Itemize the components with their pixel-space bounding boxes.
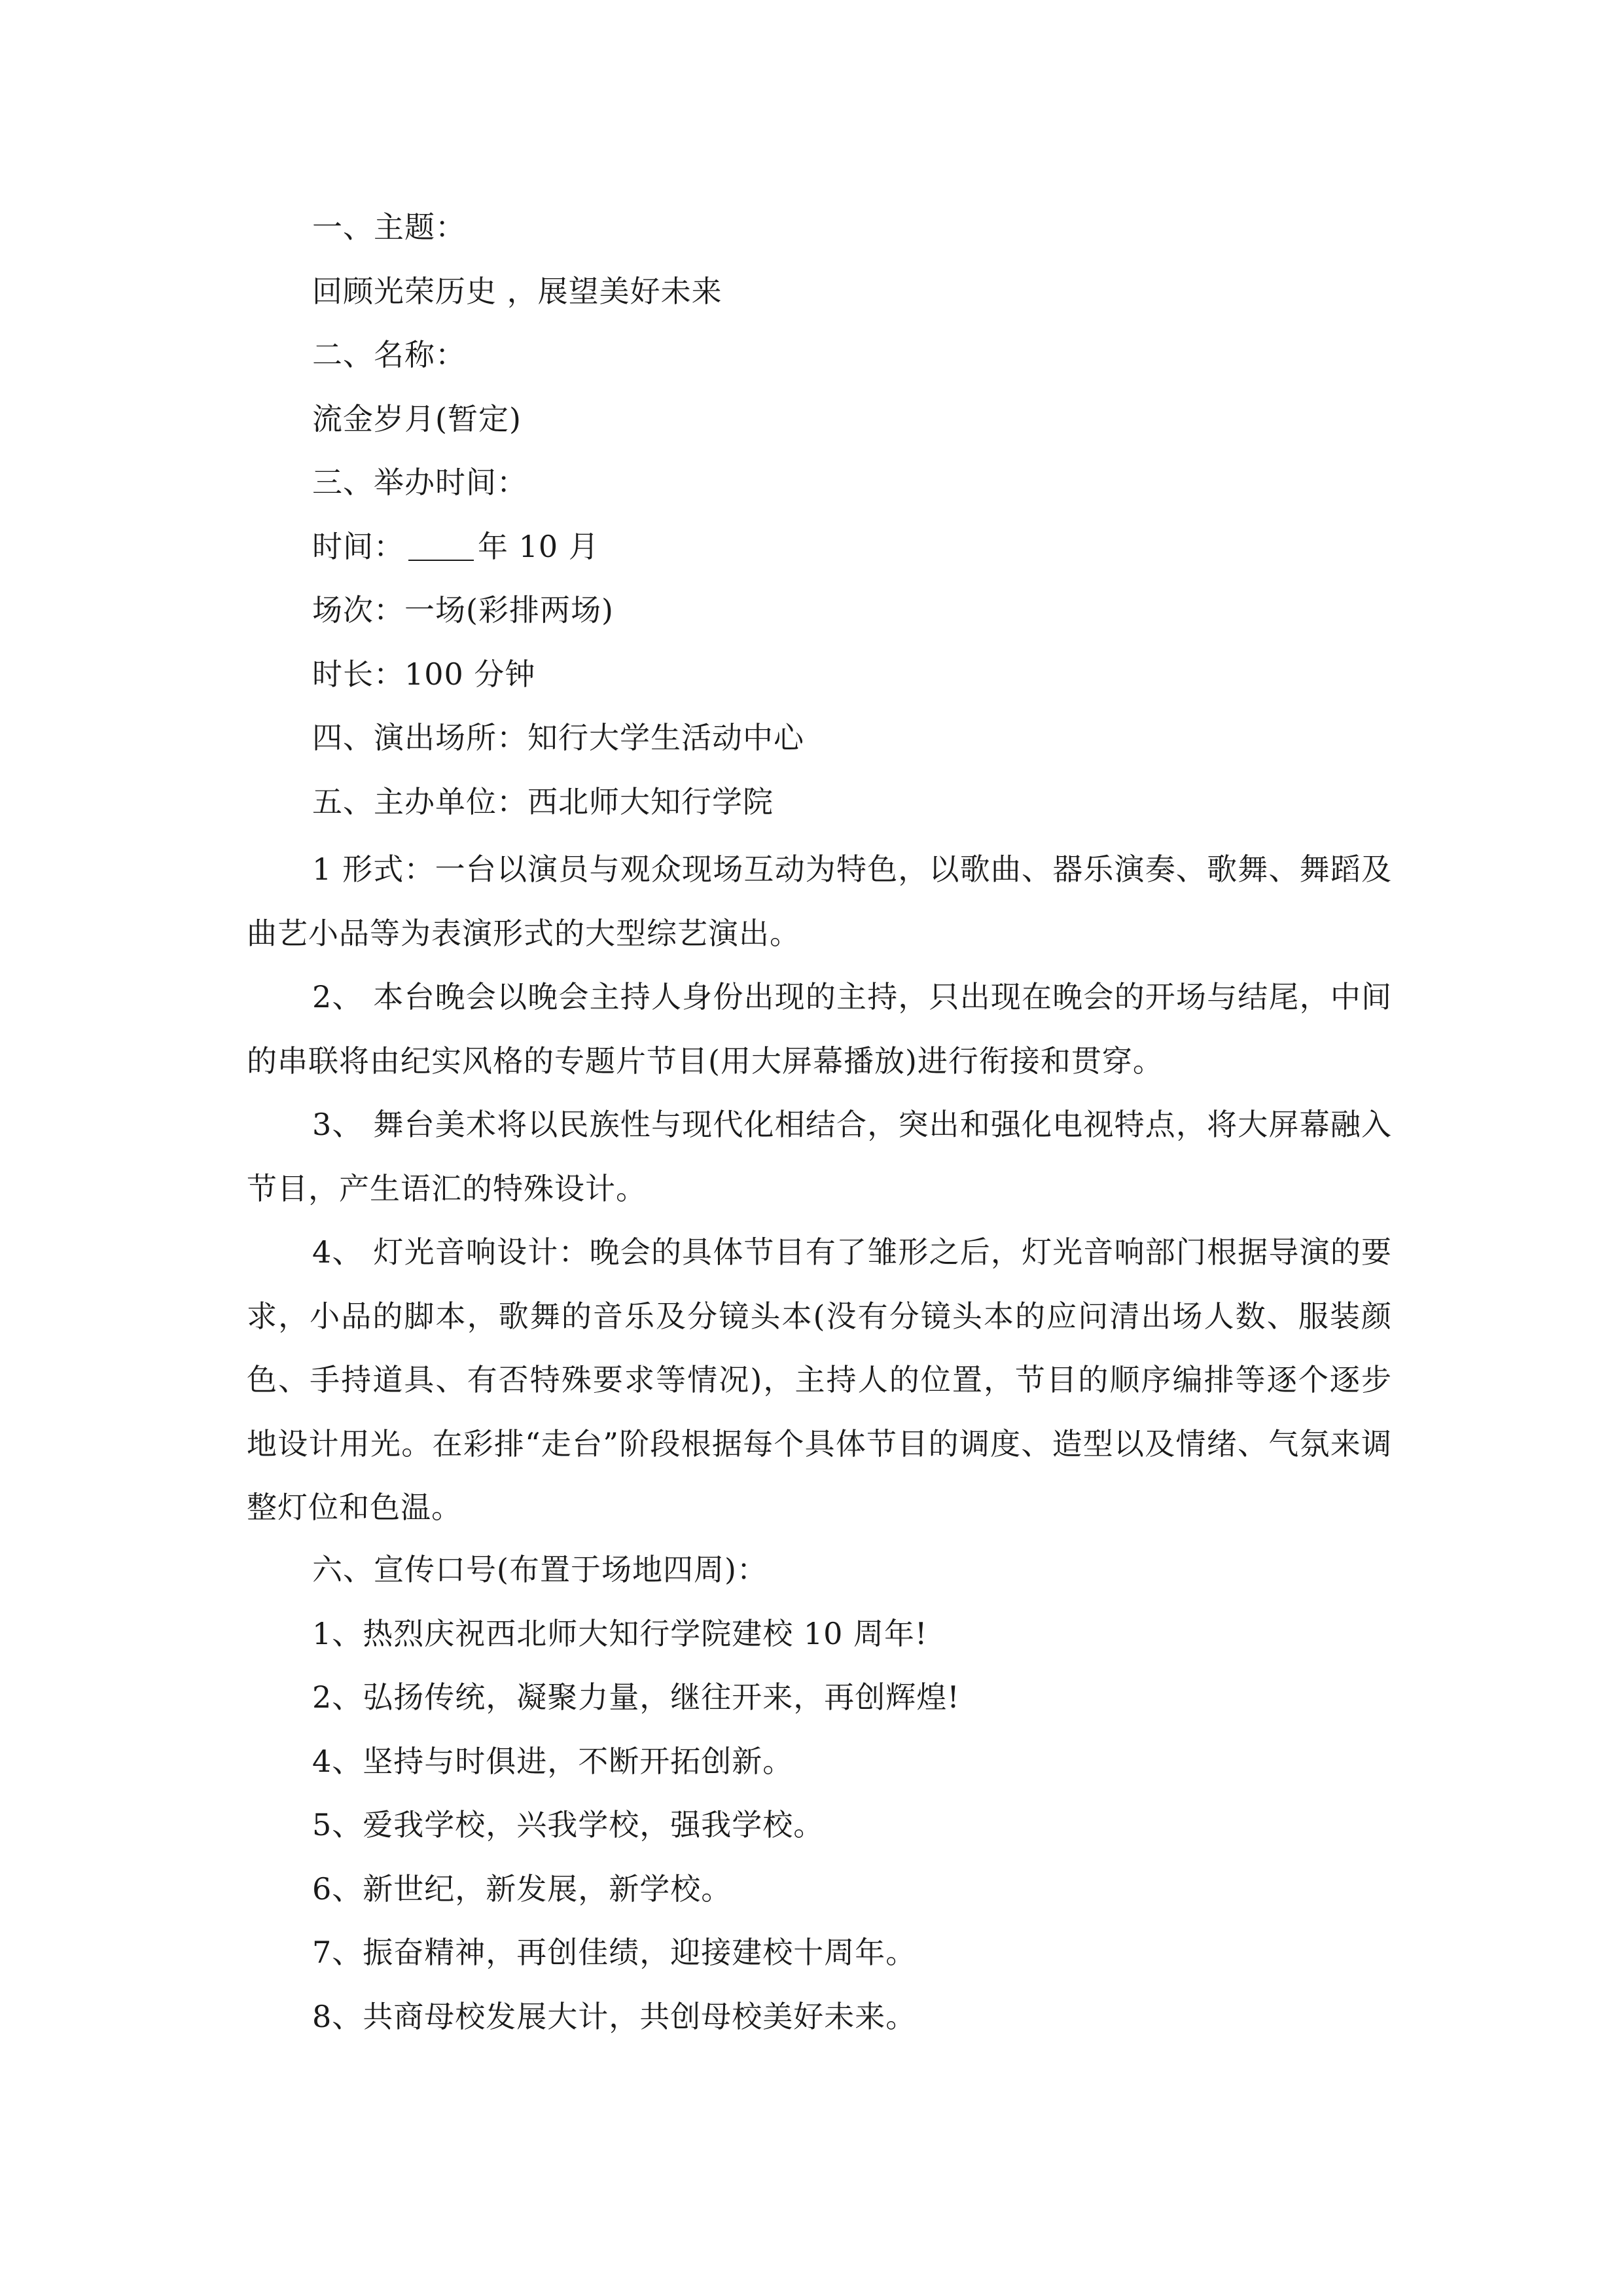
theme-text: 回顾光荣历史 ，展望美好未来	[312, 274, 722, 309]
duration-line: 时长：100 分钟	[312, 656, 536, 692]
time-heading: 三、举办时间：	[312, 465, 527, 500]
slogans-heading: 六、宣传口号(布置于场地四周)：	[312, 1552, 768, 1587]
format-item-2: 2、 本台晚会以晚会主持人身份出现的主持，只出现在晚会的开场与结尾，中间的串联将由纪实风格的专题片节目(用大屏幕播放)进行衔接和贯穿。	[247, 979, 1392, 1079]
slogan-item: 6、新世纪，新发展，新学校。	[312, 1871, 732, 1907]
name-text: 流金岁月(暂定)	[312, 401, 522, 437]
slogan-item: 2、弘扬传统，凝聚力量，继往开来，再创辉煌!	[312, 1679, 960, 1715]
theme-heading: 一、主题：	[312, 209, 466, 245]
time-line	[312, 527, 599, 566]
time-label: 时间：	[312, 529, 404, 564]
organizer-line: 五、主办单位：西北师大知行学院	[312, 784, 774, 819]
format-item-1: 1 形式：一台以演员与观众现场互动为特色，以歌曲、器乐演奏、歌舞、舞蹈及曲艺小品等为表演形式的大型综艺演出。	[247, 852, 1392, 951]
sessions-line: 场次：一场(彩排两场)	[312, 592, 614, 628]
slogan-item: 4、坚持与时俱进，不断开拓创新。	[312, 1744, 794, 1779]
format-item-4: 4、 灯光音响设计：晚会的具体节目有了雏形之后，灯光音响部门根据导演的要求，小品的脚本，歌舞的音乐及分镜头本(没有分镜头本的应问清出场人数、服装颜色、手持道具、有否特殊要求等情况)，主持人的位置，节目的顺序编排等逐个逐步地设计用光。在彩排“走台”阶段根据每个具体节目的调度、造型以及情绪、气氛来调整灯位和色温。	[247, 1234, 1392, 1525]
slogan-item: 1、热烈庆祝西北师大知行学院建校 10 周年!	[312, 1616, 928, 1651]
slogan-item: 5、爱我学校，兴我学校，强我学校。	[312, 1807, 825, 1842]
slogan-item: 8、共商母校发展大计，共创母校美好未来。	[312, 1999, 917, 2034]
year-blank	[408, 533, 474, 561]
name-heading: 二、名称：	[312, 337, 466, 372]
time-suffix: 年 10 月	[478, 529, 599, 564]
format-item-3: 3、 舞台美术将以民族性与现代化相结合，突出和强化电视特点，将大屏幕融入节目，产生语汇的特殊设计。	[247, 1107, 1392, 1206]
slogan-item: 7、振奋精神，再创佳绩，迎接建校十周年。	[312, 1935, 917, 1970]
venue-line: 四、演出场所：知行大学生活动中心	[312, 720, 804, 755]
